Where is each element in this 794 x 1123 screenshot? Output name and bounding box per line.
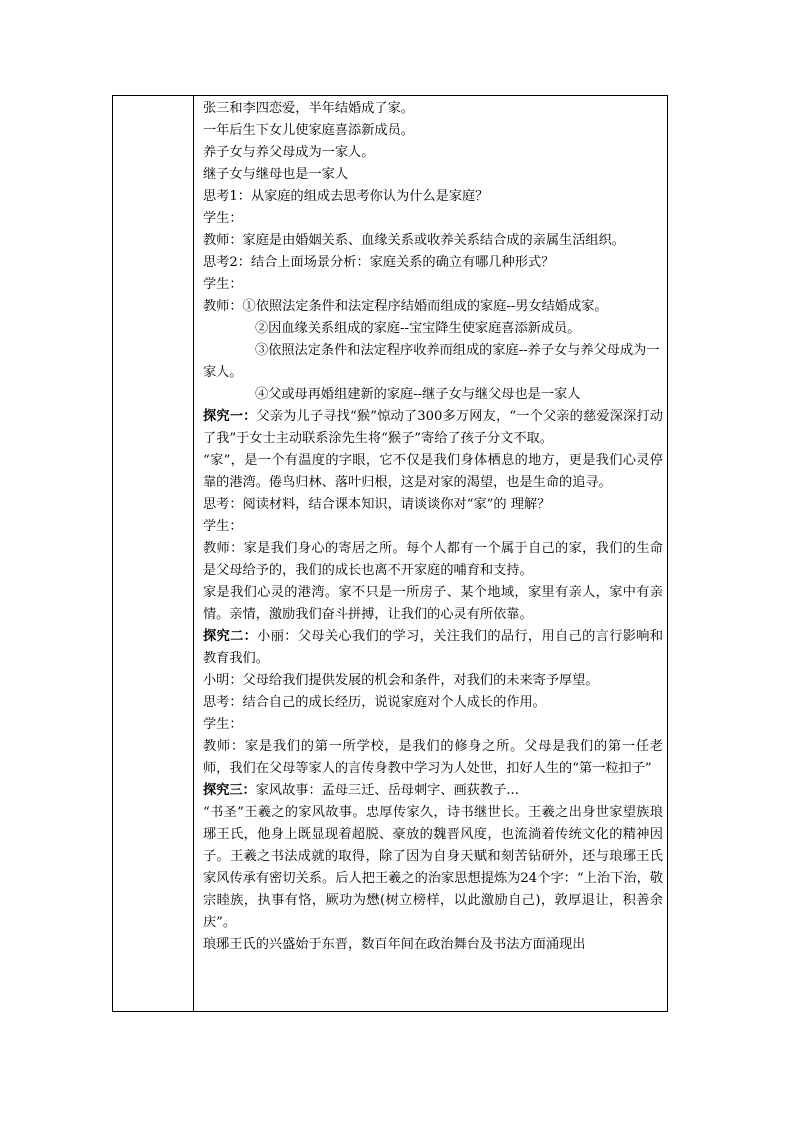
inquiry-label: 探究三：	[203, 783, 256, 798]
inquiry-label: 探究一：	[203, 409, 257, 424]
inquiry-two	[203, 626, 663, 670]
text-line: 学生：	[203, 519, 243, 534]
text-paragraph: “书圣”王羲之的家风故事。忠厚传家久，诗书继世长。王羲之出身世家望族琅琊王氏，他身上既显现着超脱、豪放的魏晋风度，也流淌着传统文化的精神因子。王羲之书法成就的取得，除了因为自身天赋和刻苦钻研外，还与琅琊王氏家风传承有密切关系。后人把王羲之的治家思想提炼为24个字：“上治下治，敬宗睦族，执事有恪，厥功为懋(树立榜样，以此激励自己)，敦厚退让，积善余庆”。	[203, 805, 663, 930]
text-line: 学生：	[203, 717, 243, 732]
inquiry-three	[203, 780, 663, 802]
text-line: 学生：	[203, 277, 243, 292]
text-line: 继子女与继母也是一家人	[203, 167, 349, 182]
text-line: ④父或母再婚组建新的家庭--继子女与继父母也是一家人	[255, 387, 581, 402]
text-paragraph: 家是我们心灵的港湾。家不只是一所房子、某个地域，家里有亲人，家中有亲情。亲情，激励我们奋斗拼搏，让我们的心灵有所依靠。	[203, 585, 663, 622]
text-paragraph: 教师：家是我们身心的寄居之所。每个人都有一个属于自己的家，我们的生命是父母给予的，我们的成长也离不开家庭的哺育和支持。	[203, 541, 663, 578]
text-line: 琅琊王氏的兴盛始于东晋，数百年间在政治舞台及书法方面涌现出	[203, 937, 586, 952]
text-line: 思考2：结合上面场景分析：家庭关系的确立有哪几种形式？	[203, 255, 555, 270]
inquiry-label: 探究二：	[203, 629, 258, 644]
inquiry-text: 小丽：父母关心我们的学习，关注我们的品行，用自己的言行影响和教育我们。	[203, 629, 663, 666]
text-paragraph: 教师：家是我们的第一所学校，是我们的修身之所。父母是我们的第一任老师，我们在父母等家人的言传身教中学习为人处世，扣好人生的“第一粒扣子”	[203, 739, 663, 776]
inquiry-one	[203, 406, 663, 450]
text-line: 小明：父母给我们提供发展的机会和条件，对我们的未来寄予厚望。	[203, 673, 599, 688]
text-paragraph: ③依照法定条件和法定程序收养而组成的家庭--养子女与养父母成为一家人。	[203, 343, 660, 380]
text-paragraph: 教师：①依照法定条件和法定程序结婚而组成的家庭--男女结婚成家。	[203, 299, 608, 314]
content-cell	[203, 98, 663, 956]
text-line: 学生：	[203, 211, 243, 226]
text-line: 养子女与养父母成为一家人。	[203, 145, 375, 160]
inquiry-text: 父亲为儿子寻找“猴”惊动了300多万网友，“一个父亲的慈爱深深打动了我”于女士主动联系涂先生将“猴子”寄给了孩子分文不取。	[203, 409, 663, 446]
text-line: 思考：阅读材料，结合课本知识，请谈谈你对“家”的 理解？	[203, 497, 551, 512]
left-column-cell	[113, 96, 194, 1011]
text-paragraph: “家”，是一个有温度的字眼，它不仅是我们身体栖息的地方，更是我们心灵停靠的港湾。倦鸟归林、落叶归根，这是对家的渴望，也是生命的追寻。	[203, 453, 663, 490]
text-line: 张三和李四恋爱，半年结婚成了家。	[203, 101, 414, 116]
text-line: ②因血缘关系组成的家庭--宝宝降生使家庭喜添新成员。	[255, 321, 581, 336]
text-paragraph: 教师：家庭是由婚姻关系、血缘关系或收养关系结合成的亲属生活组织。	[203, 233, 625, 248]
lesson-table	[112, 95, 668, 1012]
text-line: 一年后生下女儿使家庭喜添新成员。	[203, 123, 414, 138]
inquiry-text: 家风故事：孟母三迁、岳母刺字、画荻教子...	[255, 783, 519, 798]
text-line: 思考1：从家庭的组成去思考你认为什么是家庭？	[203, 189, 489, 204]
text-line: 思考：结合自己的成长经历，说说家庭对个人成长的作用。	[203, 695, 546, 710]
